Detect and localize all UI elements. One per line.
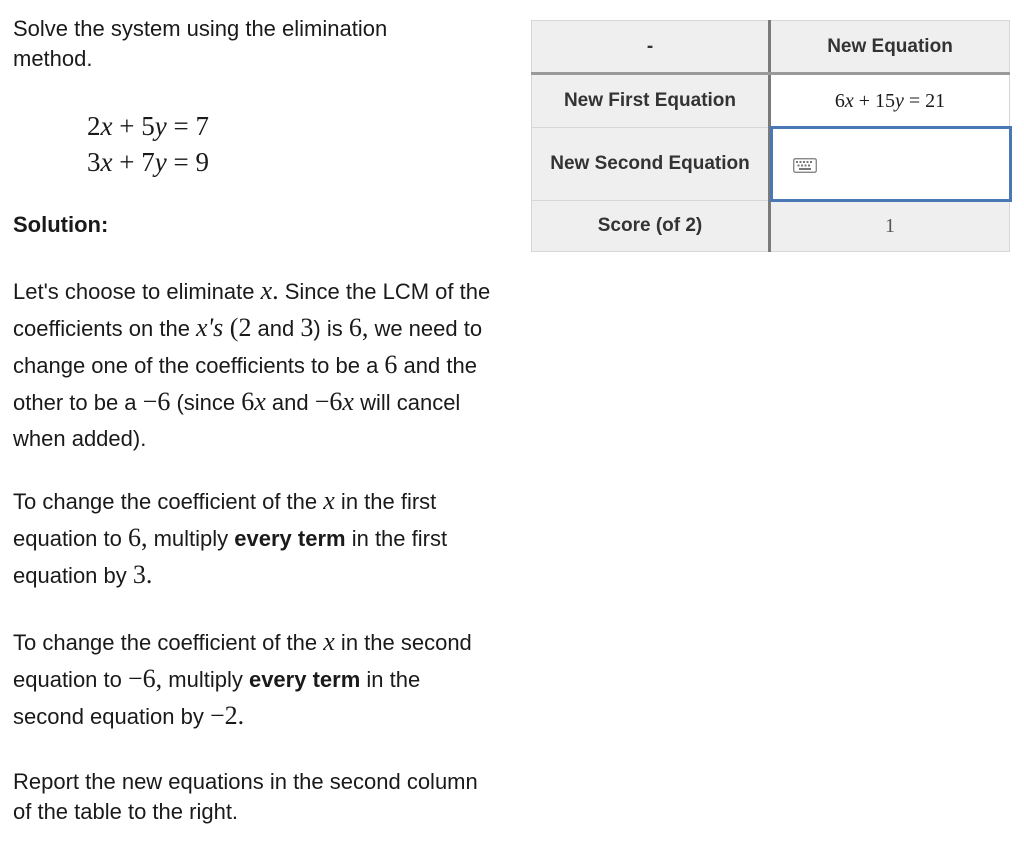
system-equation-1: 2x + 5y = 7: [87, 111, 209, 141]
row-label-new-first-equation: New First Equation: [532, 74, 770, 128]
system-equation-2: 3x + 7y = 9: [87, 147, 209, 177]
prompt-line-2: method.: [13, 46, 93, 71]
table-header-new-equation: New Equation: [770, 21, 1010, 74]
new-second-equation-input[interactable]: [770, 126, 1012, 202]
table-row: [532, 201, 1010, 252]
problem-prompt: [13, 14, 493, 74]
table-row: [532, 74, 1010, 128]
solution-paragraph-4: Report the new equations in the second column of the table to the right.: [13, 769, 478, 824]
solution-paragraph-3: To change the coefficient of the x in the second equation to −6, multiply every term in the second equation by −2.: [13, 627, 472, 730]
row-label-new-second-equation: New Second Equation: [532, 128, 770, 201]
new-first-equation-value: 6x + 15y = 21: [770, 74, 1010, 128]
prompt-line-1: Solve the system using the elimination: [13, 16, 388, 41]
solution-heading: Solution:: [13, 212, 109, 237]
equation-table: [531, 20, 1010, 252]
keyboard-icon[interactable]: [793, 158, 817, 173]
problem-panel: [13, 14, 493, 827]
table-header-label: -: [532, 21, 770, 74]
solution-paragraph-2: To change the coefficient of the x in the first equation to 6, multiply every term in the first equation by 3.: [13, 486, 448, 589]
table-row: [532, 128, 1010, 201]
equation-system: [87, 108, 493, 180]
solution-paragraph-1: Let's choose to eliminate x. Since the LCM of the coefficients on the x's (2 and 3) is 6, we need to change one of the coefficients to be a 6 and the other to be a −6 (since 6x and −6x will cancel when added).: [13, 276, 491, 451]
new-second-equation-cell: [770, 128, 1010, 201]
score-value: 1: [770, 201, 1010, 252]
row-label-score: Score (of 2): [532, 201, 770, 252]
